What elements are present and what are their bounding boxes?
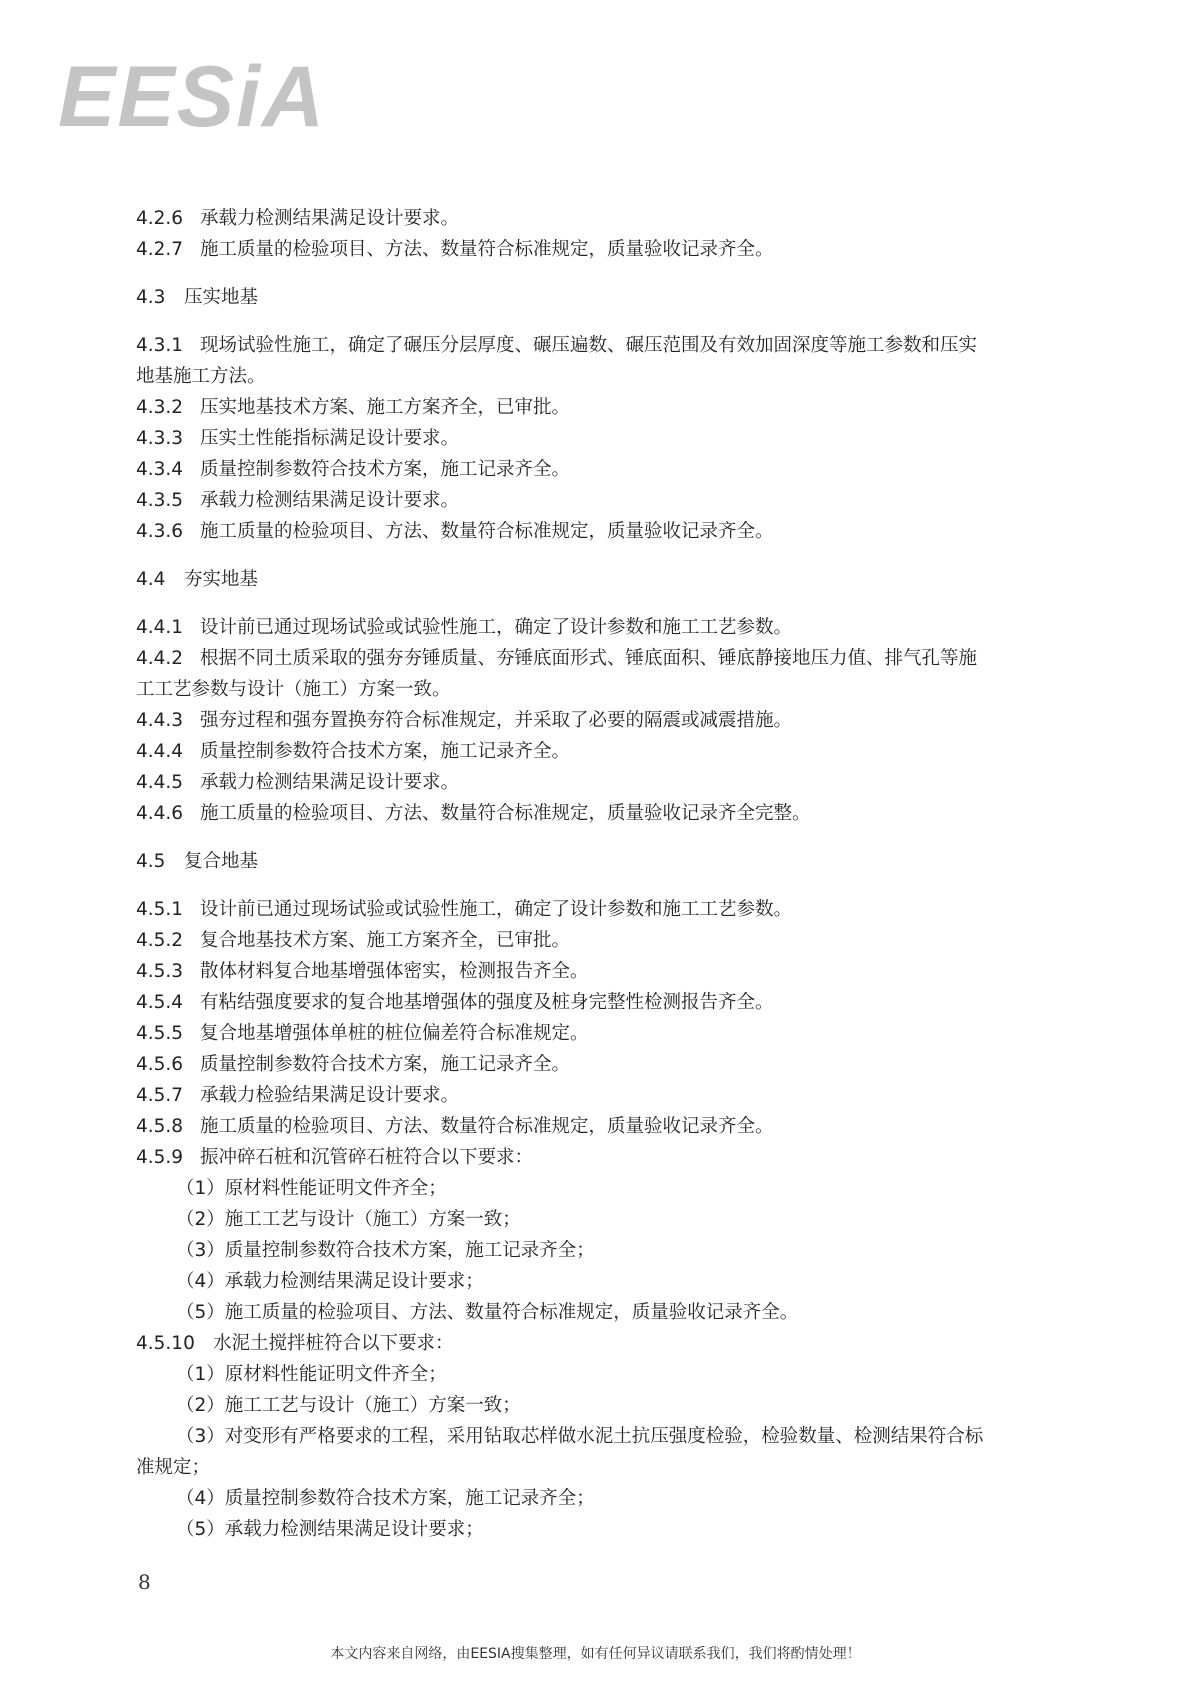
clause-4-3-2: 4.3.2 压实地基技术方案、施工方案齐全，已审批。 bbox=[136, 397, 571, 418]
clause-4-5-6: 4.5.6 质量控制参数符合技术方案，施工记录齐全。 bbox=[136, 1054, 571, 1075]
sub-item-4-5-10-1: （1）原材料性能证明文件齐全； bbox=[176, 1364, 447, 1385]
sub-item-4-5-9-4: （4）承载力检测结果满足设计要求； bbox=[176, 1271, 484, 1292]
clause-4-4-6: 4.4.6 施工质量的检验项目、方法、数量符合标准规定，质量验收记录齐全完整。 bbox=[136, 803, 811, 824]
clause-4-3-1: 4.3.1 现场试验性施工，确定了碾压分层厚度、碾压遍数、碾压范围及有效加固深度等施工参数和压实 bbox=[136, 335, 978, 356]
clause-4-5-2: 4.5.2 复合地基技术方案、施工方案齐全，已审批。 bbox=[136, 930, 571, 951]
clause-4-3-3: 4.3.3 压实土性能指标满足设计要求。 bbox=[136, 428, 460, 449]
clause-4-3-5: 4.3.5 承载力检测结果满足设计要求。 bbox=[136, 490, 460, 511]
clause-4-5-5: 4.5.5 复合地基增强体单桩的桩位偏差符合标准规定。 bbox=[136, 1023, 589, 1044]
sub-item-4-5-9-1: （1）原材料性能证明文件齐全； bbox=[176, 1178, 447, 1199]
clause-4-5-9: 4.5.9 振冲碎石桩和沉管碎石桩符合以下要求： bbox=[136, 1147, 534, 1168]
clause-4-4-5: 4.4.5 承载力检测结果满足设计要求。 bbox=[136, 772, 460, 793]
clause-4-5-10: 4.5.10 水泥土搅拌桩符合以下要求： bbox=[136, 1333, 454, 1354]
sub-item-4-5-10-2: （2）施工工艺与设计（施工）方案一致； bbox=[176, 1395, 521, 1416]
page-number: 8 bbox=[138, 1570, 151, 1594]
clause-4-4-1: 4.4.1 设计前已通过现场试验或试验性施工，确定了设计参数和施工工艺参数。 bbox=[136, 617, 793, 638]
clause-4-3-4: 4.3.4 质量控制参数符合技术方案，施工记录齐全。 bbox=[136, 459, 571, 480]
section-heading-4-3: 4.3 压实地基 bbox=[136, 287, 259, 308]
clause-4-4-2: 4.4.2 根据不同土质采取的强夯夯锤质量、夯锤底面形式、锤底面积、锤底静接地压力值、排气孔等施 bbox=[136, 648, 978, 669]
clause-4-2-7: 4.2.7 施工质量的检验项目、方法、数量符合标准规定，质量验收记录齐全。 bbox=[136, 239, 774, 260]
clause-4-5-4: 4.5.4 有粘结强度要求的复合地基增强体的强度及桩身完整性检测报告齐全。 bbox=[136, 992, 774, 1013]
clause-4-4-3: 4.4.3 强夯过程和强夯置换夯符合标准规定，并采取了必要的隔震或减震措施。 bbox=[136, 710, 793, 731]
document-body bbox=[136, 203, 1096, 1545]
sub-item-4-5-9-3: （3）质量控制参数符合技术方案，施工记录齐全； bbox=[176, 1240, 595, 1261]
clause-4-4-4: 4.4.4 质量控制参数符合技术方案，施工记录齐全。 bbox=[136, 741, 571, 762]
section-heading-4-5: 4.5 复合地基 bbox=[136, 851, 259, 872]
sub-item-4-5-10-3-continued: 准规定； bbox=[136, 1457, 211, 1478]
footer-disclaimer: 本文内容来自网络，由EESIA搜集整理，如有任何异议请联系我们，我们将酌情处理！ bbox=[330, 1646, 861, 1662]
section-heading-4-4: 4.4 夯实地基 bbox=[136, 569, 259, 590]
clause-4-5-8: 4.5.8 施工质量的检验项目、方法、数量符合标准规定，质量验收记录齐全。 bbox=[136, 1116, 774, 1137]
eesia-logo: EESiA bbox=[58, 49, 327, 145]
clause-4-2-6: 4.2.6 承载力检测结果满足设计要求。 bbox=[136, 208, 460, 229]
sub-item-4-5-9-2: （2）施工工艺与设计（施工）方案一致； bbox=[176, 1209, 521, 1230]
clause-4-4-2-continued: 工工艺参数与设计（施工）方案一致。 bbox=[136, 679, 451, 700]
sub-item-4-5-10-5: （5）承载力检测结果满足设计要求； bbox=[176, 1519, 484, 1540]
clause-4-5-7: 4.5.7 承载力检验结果满足设计要求。 bbox=[136, 1085, 460, 1106]
clause-4-5-1: 4.5.1 设计前已通过现场试验或试验性施工，确定了设计参数和施工工艺参数。 bbox=[136, 899, 793, 920]
clause-4-3-6: 4.3.6 施工质量的检验项目、方法、数量符合标准规定，质量验收记录齐全。 bbox=[136, 521, 774, 542]
clause-4-3-1-continued: 地基施工方法。 bbox=[136, 366, 266, 387]
sub-item-4-5-10-3: （3）对变形有严格要求的工程，采用钻取芯样做水泥土抗压强度检验，检验数量、检测结果符合标 bbox=[176, 1426, 984, 1447]
sub-item-4-5-10-4: （4）质量控制参数符合技术方案，施工记录齐全； bbox=[176, 1488, 595, 1509]
clause-4-5-3: 4.5.3 散体材料复合地基增强体密实，检测报告齐全。 bbox=[136, 961, 589, 982]
sub-item-4-5-9-5: （5）施工质量的检验项目、方法、数量符合标准规定，质量验收记录齐全。 bbox=[176, 1302, 799, 1323]
